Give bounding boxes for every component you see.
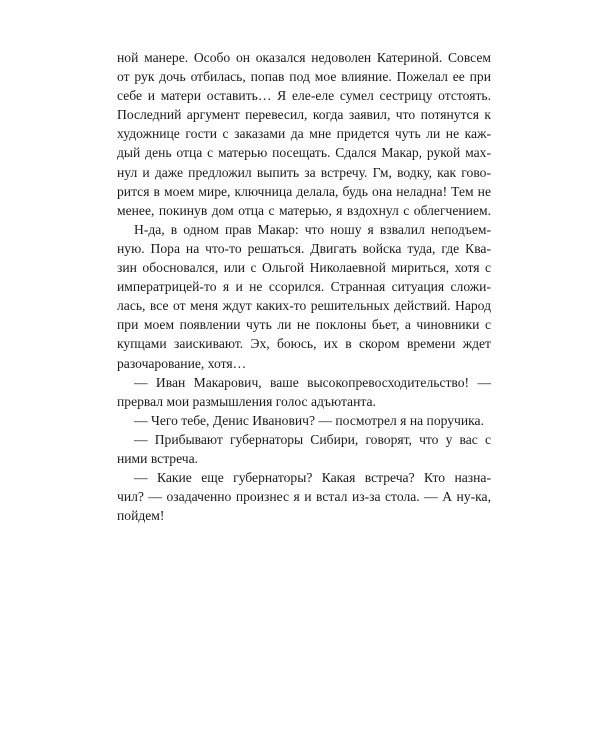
text-line: при моем появлении чуть ли не поклоны бьет, а чиновники с — [117, 317, 491, 333]
text-line: дый день отца с матерью посещать. Сдался Макар, рукой мах- — [117, 145, 491, 161]
text-line: прервал мои размышления голос адъютанта. — [117, 393, 376, 409]
text-line: императрицей-то я и не ссорился. Странная ситуация сложи- — [117, 279, 491, 295]
text-line: купцами заискивают. Эх, боюсь, их в скором времени ждет — [117, 336, 491, 352]
text-line: — Иван Макарович, ваше высокопревосходительство! — — [134, 374, 491, 390]
text-line: менее, покинув дом отца с матерью, я вздохнул с облегчением. — [117, 202, 491, 218]
paragraph — [117, 468, 491, 525]
text-line: ной манере. Особо он оказался недоволен Катериной. Совсем — [117, 50, 491, 65]
text-line: рится в моем мире, ключница делала, будь она неладна! Тем не — [117, 183, 491, 199]
text-line: чил? — озадаченно произнес я и встал из-за стола. — А ну-ка, — [117, 489, 491, 505]
text-line: от рук дочь отбилась, попав под мое влияние. Пожелал ее при — [117, 69, 491, 85]
text-line: пойдем! — [117, 508, 165, 524]
text-line: ними встреча. — [117, 450, 199, 466]
text-line: ную. Пора на что-то решаться. Двигать войска туда, где Ква- — [117, 240, 491, 256]
text-line: зин обосновался, или с Ольгой Николаевной мириться, хотя с — [117, 260, 491, 276]
page-text — [117, 48, 491, 525]
paragraph — [117, 220, 491, 373]
text-line: себе и матери оставить… Я еле-еле сумел сестрицу отстоять. — [117, 88, 491, 104]
text-line: лась, все от меня ждут каких-то решительных действий. Народ — [117, 298, 491, 314]
text-line: Н-да, в одном прав Макар: что ношу я взвалил неподъем- — [134, 221, 491, 237]
paragraph — [117, 373, 491, 411]
text-line: — Прибывают губернаторы Сибири, говорят, что у вас с — [134, 431, 491, 447]
text-line: Последний аргумент перевесил, когда заявил, что потянутся к — [117, 107, 491, 123]
text-line: разочарование, хотя… — [117, 355, 247, 371]
paragraph — [117, 411, 491, 430]
text-line: — Чего тебе, Денис Иванович? — посмотрел я на поручика. — [134, 412, 484, 428]
paragraph — [117, 48, 491, 220]
text-line: — Какие еще губернаторы? Какая встреча? Кто назна- — [134, 470, 491, 486]
text-line: художнице гости с заказами да мне придется чуть ли не каж- — [117, 126, 491, 142]
text-line: нул и даже предложил выпить за встречу. Гм, водку, как гово- — [117, 164, 491, 180]
paragraph — [117, 430, 491, 468]
